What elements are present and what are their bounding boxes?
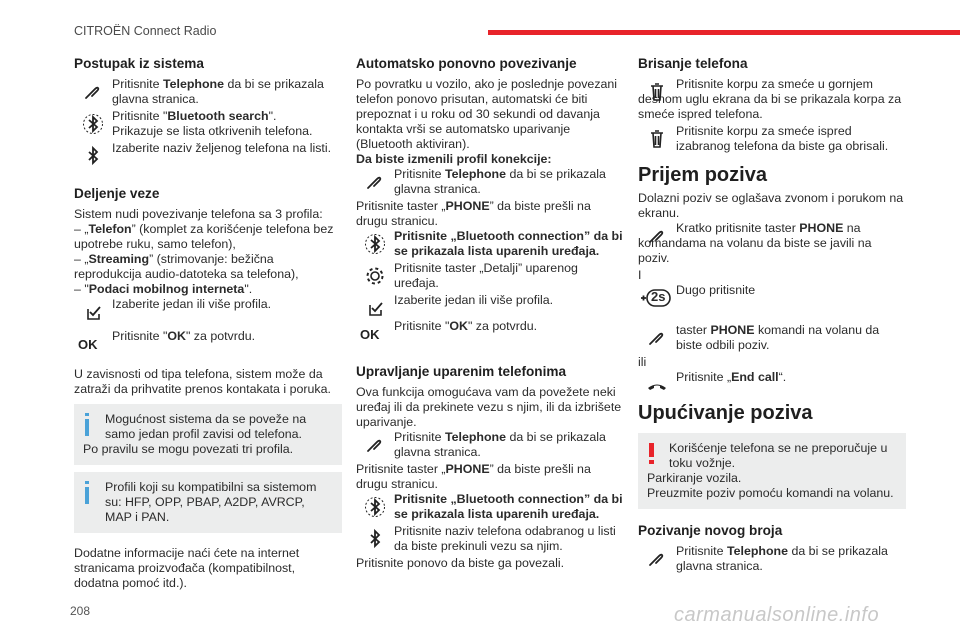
step-disconnect-phone: Pritisnite naziv telefona odabranog u listi da biste prekinuli vezu sa njim. <box>356 524 624 554</box>
section-title-delete-phone: Brisanje telefona <box>638 56 748 71</box>
header-accent-bar <box>488 30 960 35</box>
info-note-compatible-profiles: Profili koji su kompatibilni sa sistemom su: HFP, OPP, PBAP, A2DP, AVRCP, MAP i PAN. <box>74 472 342 533</box>
info-icon <box>85 413 89 416</box>
gear-icon <box>362 265 388 287</box>
checkbox-icon <box>80 301 106 323</box>
hang-up-icon <box>644 374 670 396</box>
step-press-telephone-3: Pritisnite Telephone da bi se prikazala glavna stranica. <box>638 544 906 574</box>
bluetooth-touch-icon <box>362 496 388 518</box>
step-bluetooth-connection-2: Pritisnite „Bluetooth connection” da bi se prikazala lista uparenih uređaja. <box>356 492 624 522</box>
info-icon <box>85 481 89 484</box>
column-2: Automatsko ponovno povezivanje Po povratku u vozilo, ako je poslednje povezani telefon ponovo prisutan, automatski će biti prepoznat i u roku od 30 sekundi od davanja kontakta vrši se automatsko uparivanje (Bluetooth aktiviran). Da biste izmenili profil konekcije: Pritisnite Telephone da bi se prikazala glavna stranica. Pritisnite taster „PHONE” da biste prešli na drugu stranicu. Pritisnite „Bluetooth connection” da bi se prikazala lista uparenih uređaja. Pritisnite taster „Detalji” uparenog uređaja. Izaberite jedan ili više profila. OK Pritisnite "OK" za potvrdu. Upravljanje uparenim telefonima Ova funkcija omogućava vam da povežete neki uređaj ili da prekinete vezu s njim, ili da izbrišete uparivanje. Pritisnite Telephone da bi se prikazala glavna stranica. Pritisnite taster „PHONE” da biste prešli na drugu stranicu. Pritisnite „Bluetooth connection” da bi se prikazala lista uparenih uređaja. Pritisnite naziv telefona odabranog u listi da biste prekinuli vezu sa njim. Pritisnite ponovo da biste ga povezali. <box>356 56 623 570</box>
step-select-phone: Izaberite naziv željenog telefona na listi. <box>74 141 342 171</box>
touch-icon <box>80 81 106 103</box>
header-title: CITROËN Connect Radio <box>74 24 217 38</box>
step-press-telephone: Pritisnite Telephone da bi se prikazala glavna stranica. <box>356 167 624 197</box>
step-select-profiles: Izaberite jedan ili više profila. <box>74 297 342 327</box>
step-trash-phone: Pritisnite korpu za smeće ispred izabranog telefona da biste ga obrisali. <box>638 124 906 154</box>
step-confirm-ok: OK Pritisnite "OK" za potvrdu. <box>78 329 256 352</box>
column-3: Brisanje telefona Pritisnite korpu za smeće u gornjem desnom uglu ekrana da bi se prikazala korpa za smeće ispred telefona. Pritisnite korpu za smeće ispred izabranog telefona da biste ga obrisali. Prijem poziva Dolazni poziv se oglašava zvonom i porukom na ekranu. Kratko pritisnite taster PHONE na komandama na volanu da biste se javili na poziv. I 2s Dugo pritisnite taster PHONE komandi na volanu da biste odbili poziv. ili Pritisnite „End call“. Upućivanje poziva Korišćenje telefona se ne preporučuje u toku vožnje. Parkiranje vozila. Preuzmite poziv pomoću komandi na volanu. Pozivanje novog broja Pritisnite Telephone da bi se prikazala glavna stranica. <box>638 55 906 576</box>
bluetooth-icon <box>80 145 106 167</box>
watermark: carmanualsonline.info <box>674 604 880 626</box>
step-end-call: Pritisnite „End call“. <box>638 370 906 386</box>
section-title-auto-reconnect: Automatsko ponovno povezivanje <box>356 56 577 71</box>
checkbox-icon <box>362 297 388 319</box>
step-bluetooth-search: Pritisnite "Bluetooth search". Prikazuje se lista otkrivenih telefona. <box>74 109 342 139</box>
touch-icon <box>362 171 388 193</box>
step-reject-call: taster PHONE komandi na volanu da biste odbili poziv. <box>638 323 906 353</box>
section-title-receive-call: Prijem poziva <box>638 164 767 186</box>
bluetooth-icon <box>362 528 388 550</box>
section-title-connection-sharing: Deljenje veze <box>74 186 160 201</box>
section-title-manage-phones: Upravljanje uparenim telefonima <box>356 364 567 379</box>
step-press-telephone: Pritisnite Telephone da bi se prikazala glavna stranica. <box>74 77 342 107</box>
trash-icon <box>644 128 670 150</box>
section-title-new-number: Pozivanje novog broja <box>638 523 783 538</box>
touch-icon <box>362 434 388 456</box>
column-1: Postupak iz sistema Pritisnite Telephone da bi se prikazala glavna stranica. Pritisnite "Bluetooth search". Prikazuje se lista otkrivenih telefona. Izaberite naziv željenog telefona na listi. Deljenje veze Sistem nudi povezivanje telefona sa 3 profila: – „Telefon” (komplet za korišćenje telefona bez upotrebe ruku, samo telefon), – „Streaming” (strimovanje: bežična reprodukcija audio-datoteka sa telefona), – "Podaci mobilnog interneta". Izaberite jedan ili više profila. OK Pritisnite "OK" za potvrdu. U zavisnosti od tipa telefona, sistem može da zatraži da prihvatite prenos kontakata i poruka. Mogućnost sistema da se poveže na samo jedan profil zavisi od telefona. Po pravilu se mogu povezati tri profila. Profili koji su kompatibilni sa sistemom su: HFP, OPP, PBAP, A2DP, AVRCP, MAP i PAN. Dodatne informacije naći ćete na internet stranicama proizvođača (kompatibilnost, dodatna pomoć itd.). <box>74 55 342 591</box>
info-note-profile: Mogućnost sistema da se poveže na samo jedan profil zavisi od telefona. Po pravilu se mogu povezati tri profila. <box>74 404 342 465</box>
ok-icon: OK <box>78 337 98 352</box>
ok-icon: OK <box>360 327 380 342</box>
touch-icon <box>644 548 670 570</box>
touch-icon <box>644 225 670 247</box>
step-long-press: 2s Dugo pritisnite <box>638 283 906 313</box>
touch-icon <box>644 327 670 349</box>
step-press-telephone-2: Pritisnite Telephone da bi se prikazala glavna stranica. <box>356 430 624 460</box>
warning-note: Korišćenje telefona se ne preporučuje u toku vožnje. Parkiranje vozila. Preuzmite poziv pomoću komandi na volanu. <box>638 433 906 509</box>
step-short-press-phone: Kratko pritisnite taster PHONE na komandama na volanu da biste se javili na poziv. <box>638 221 872 265</box>
page-number: 208 <box>70 604 91 618</box>
badge-2s: 2s <box>651 289 666 304</box>
step-confirm-ok: OK Pritisnite "OK" za potvrdu. <box>360 319 538 342</box>
step-select-profiles: Izaberite jedan ili više profila. <box>356 293 624 309</box>
step-bluetooth-connection: Pritisnite „Bluetooth connection” da bi se prikazala lista uparenih uređaja. <box>356 229 624 259</box>
warning-icon <box>649 443 654 457</box>
section-title-system-procedure: Postupak iz sistema <box>74 56 204 71</box>
trash-icon <box>644 81 670 103</box>
bluetooth-touch-icon <box>362 233 388 255</box>
step-details: Pritisnite taster „Detalji” uparenog uređaja. <box>356 261 624 291</box>
section-title-make-call: Upućivanje poziva <box>638 402 813 424</box>
step-trash-top: Pritisnite korpu za smeće u gornjem desnom uglu ekrana da bi se prikazala korpa za smeće ispred telefona. <box>638 77 902 121</box>
bluetooth-touch-icon <box>80 113 106 135</box>
